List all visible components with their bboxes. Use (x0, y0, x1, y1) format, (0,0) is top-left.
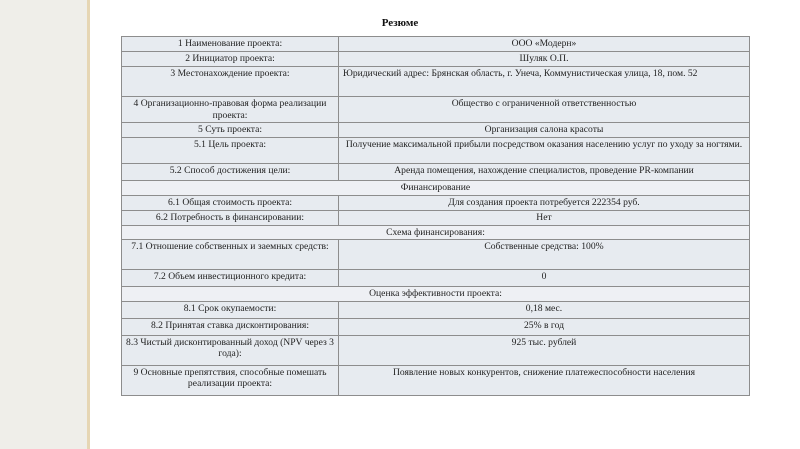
row-label: 5 Суть проекта: (122, 123, 339, 138)
row-value: 0,18 мес. (339, 301, 750, 318)
row-value: 925 тыс. рублей (339, 335, 750, 365)
row-value: Для создания проекта потребуется 222354 руб. (339, 195, 750, 210)
row-label: 1 Наименование проекта: (122, 37, 339, 52)
table-section-row (122, 225, 750, 240)
table-row (122, 195, 750, 210)
table-row (122, 164, 750, 181)
section-heading: Оценка эффективности проекта: (122, 287, 750, 302)
row-value: Появление новых конкурентов, снижение платежеспособности населения (339, 365, 750, 395)
row-label: 9 Основные препятствия, способные помешать реализации проекта: (122, 365, 339, 395)
table-section-row (122, 181, 750, 196)
row-value: 25% в год (339, 318, 750, 335)
table-row (122, 67, 750, 97)
page-title: Резюме (381, 17, 419, 29)
row-label: 7.2 Объем инвестиционного кредита: (122, 270, 339, 287)
table-row (122, 138, 750, 164)
row-label: 8.3 Чистый дисконтированный доход (NPV через 3 года): (122, 335, 339, 365)
row-value: Общество с ограниченной ответственностью (339, 97, 750, 123)
table-section-row (122, 287, 750, 302)
table-row (122, 365, 750, 395)
row-value: 0 (339, 270, 750, 287)
row-label: 4 Организационно-правовая форма реализации проекта: (122, 97, 339, 123)
table-row (122, 52, 750, 67)
row-label: 8.1 Срок окупаемости: (122, 301, 339, 318)
section-heading: Финансирование (122, 181, 750, 196)
slide (90, 0, 800, 449)
row-value: Получение максимальной прибыли посредством оказания населению услуг по уходу за ногтями. (339, 138, 750, 164)
row-value: Юридический адрес: Брянская область, г. Унеча, Коммунистическая улица, 18, пом. 52 (339, 67, 750, 97)
row-label: 6.1 Общая стоимость проекта: (122, 195, 339, 210)
resume-table (121, 36, 750, 396)
row-value: Организация салона красоты (339, 123, 750, 138)
table-row (122, 318, 750, 335)
row-label: 8.2 Принятая ставка дисконтирования: (122, 318, 339, 335)
table-row (122, 210, 750, 225)
row-label: 3 Местонахождение проекта: (122, 67, 339, 97)
row-label: 6.2 Потребность в финансировании: (122, 210, 339, 225)
table-row (122, 37, 750, 52)
row-label: 7.1 Отношение собственных и заемных средств: (122, 240, 339, 270)
row-label: 5.1 Цель проекта: (122, 138, 339, 164)
row-value: Нет (339, 210, 750, 225)
table-row (122, 123, 750, 138)
row-value: Собственные средства: 100% (339, 240, 750, 270)
left-margin (0, 0, 87, 449)
row-value: Аренда помещения, нахождение специалистов, проведение PR-компании (339, 164, 750, 181)
row-value: Шуляк О.П. (339, 52, 750, 67)
table-row (122, 240, 750, 270)
section-heading: Схема финансирования: (122, 225, 750, 240)
table-row (122, 335, 750, 365)
table-row (122, 97, 750, 123)
table-row (122, 270, 750, 287)
row-label: 2 Инициатор проекта: (122, 52, 339, 67)
row-label: 5.2 Способ достижения цели: (122, 164, 339, 181)
table-row (122, 301, 750, 318)
row-value: ООО «Модерн» (339, 37, 750, 52)
